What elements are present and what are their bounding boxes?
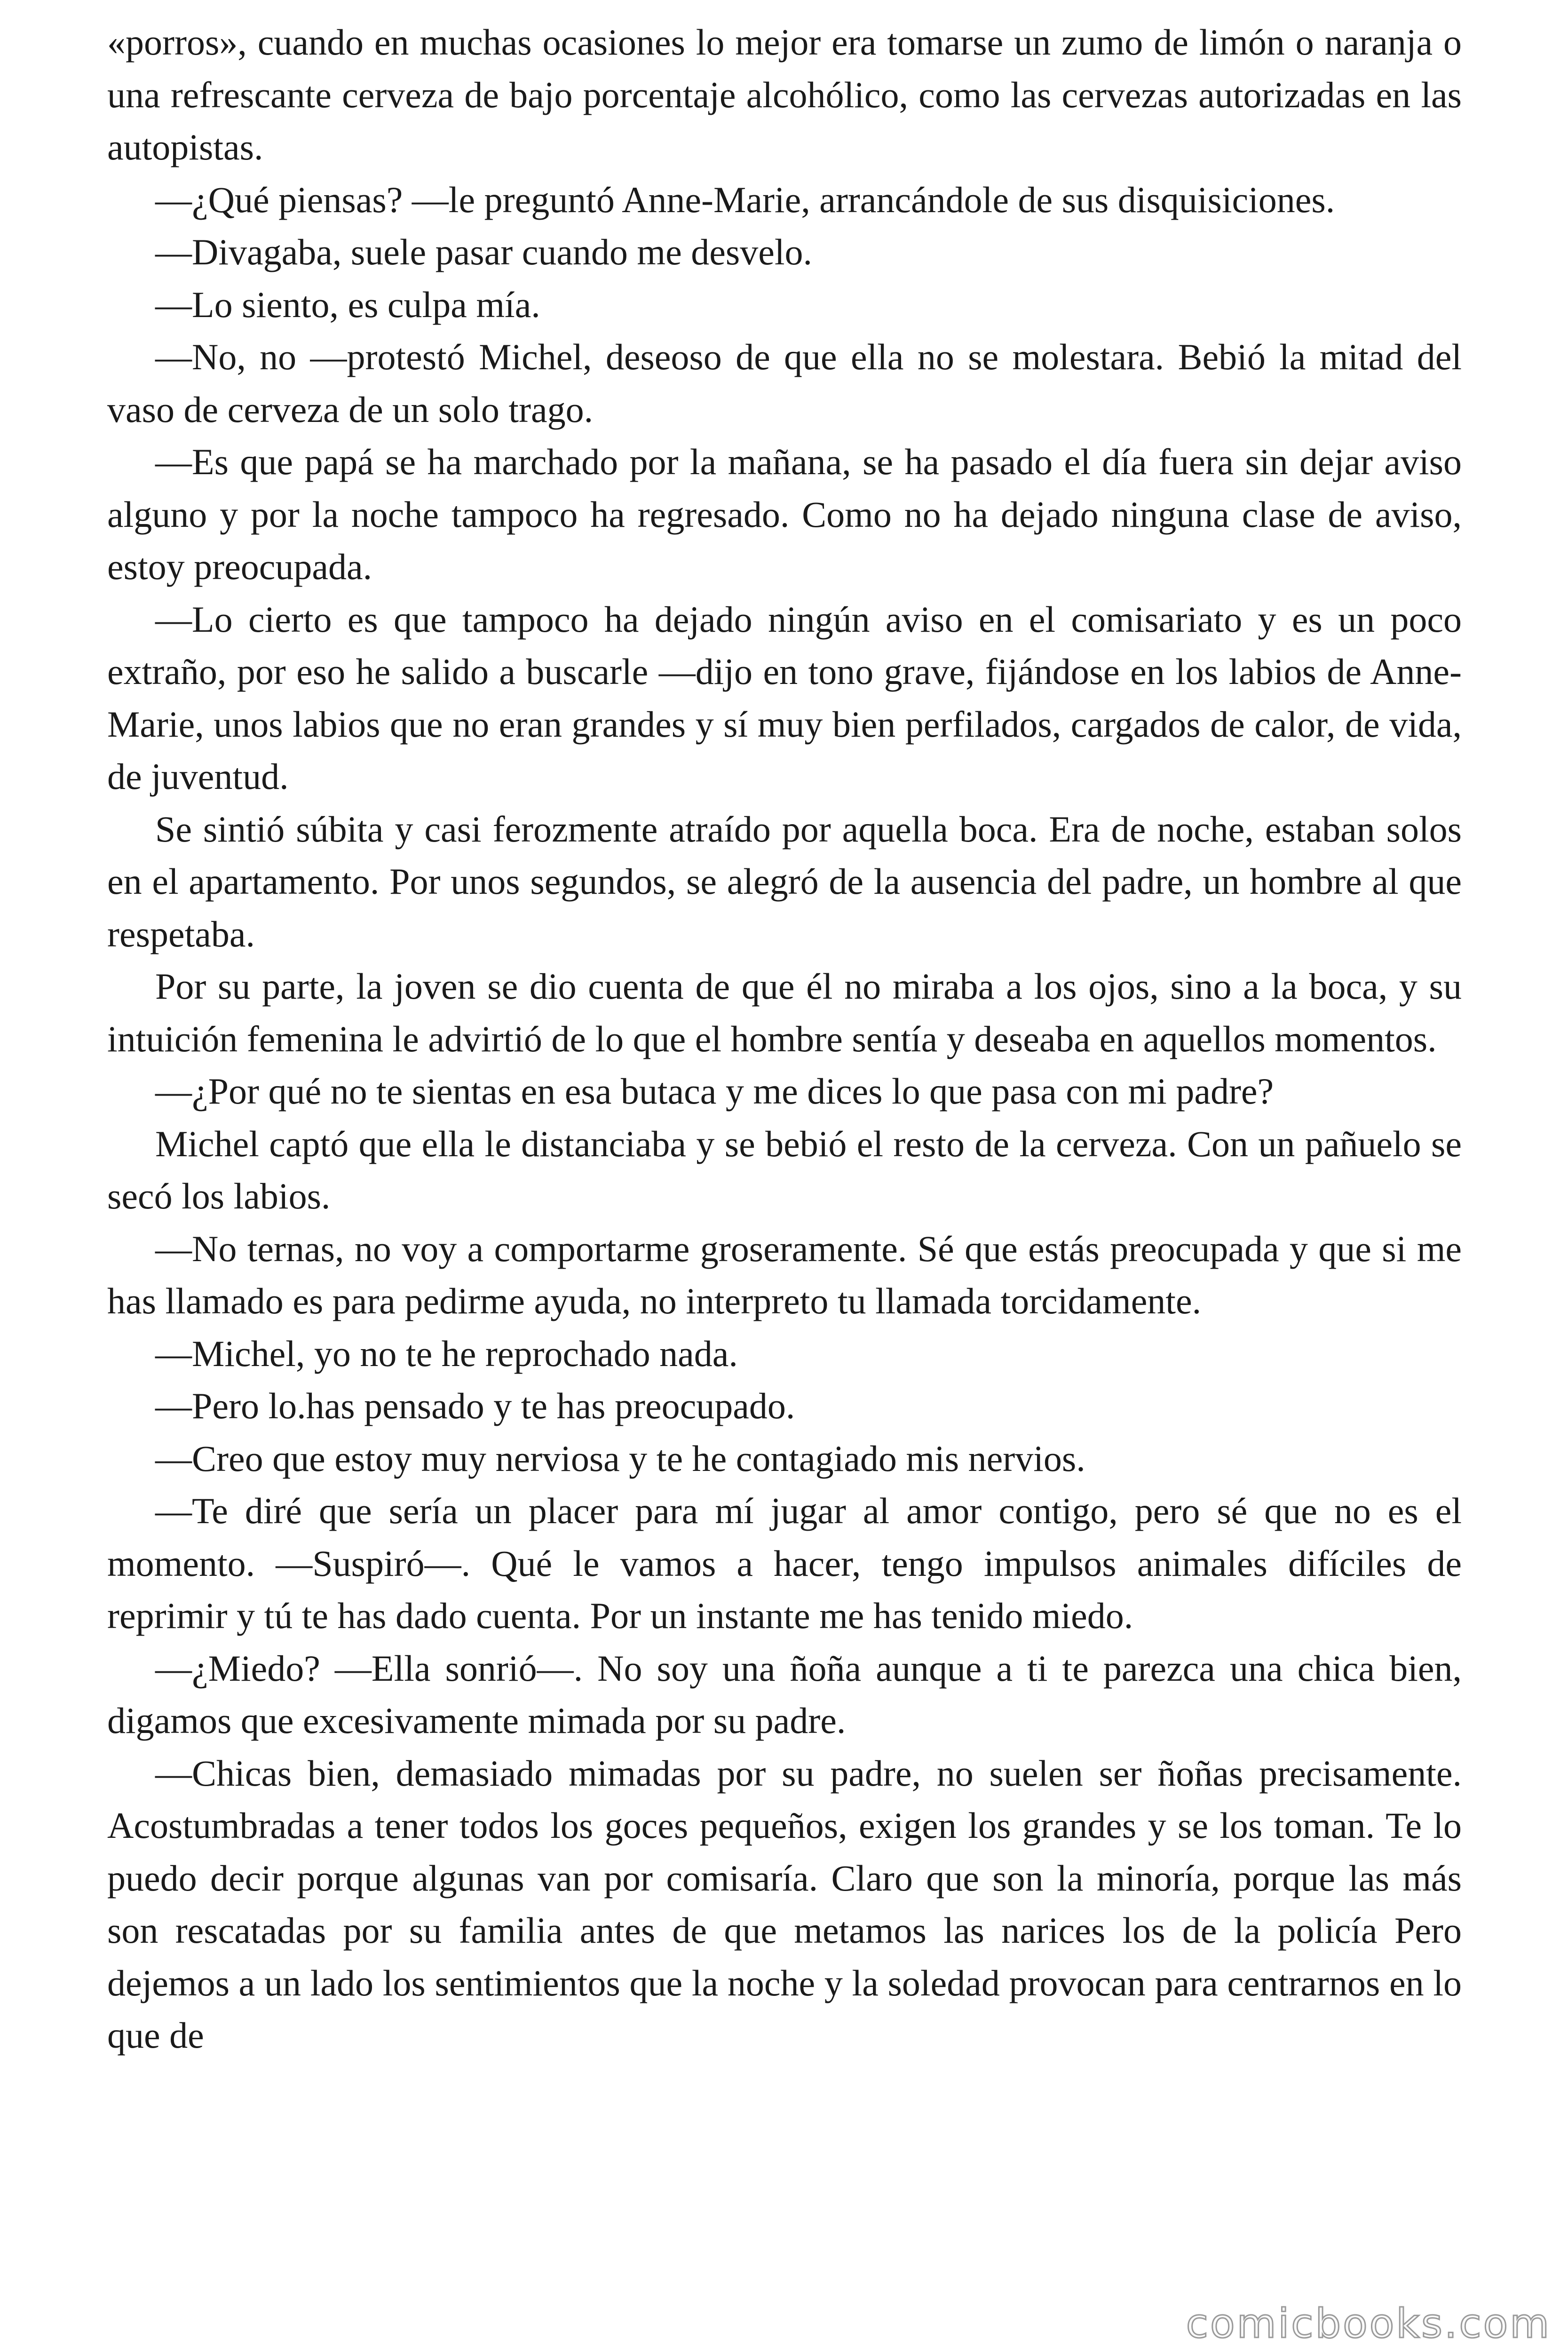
paragraph: —¿Qué piensas? —le preguntó Anne-Marie, arrancándole de sus disquisiciones. bbox=[155, 179, 1335, 220]
paragraph: —¿Miedo? —Ella sonrió—. No soy una ñoña aunque a ti te parezca una chica bien, digamos que excesivamente mimada por su padre. bbox=[107, 1647, 1462, 1741]
paragraph: —Lo cierto es que tampoco ha dejado ningún aviso en el comisariato y es un poco extraño, por eso he salido a buscarle —dijo en tono grave, fijándose en los labios de Anne-Marie, unos labios que no eran grandes y sí muy bien perfilados, cargados de calor, de vida, de juventud. bbox=[107, 598, 1462, 797]
paragraph: —Divagaba, suele pasar cuando me desvelo. bbox=[155, 231, 812, 272]
paragraph: Por su parte, la joven se dio cuenta de que él no miraba a los ojos, sino a la boca, y su intuición femenina le advirtió de lo que el hombre sentía y deseaba en aquellos momentos. bbox=[107, 966, 1462, 1059]
watermark-logo: comicbooks.com bbox=[1186, 2300, 1551, 2347]
paragraph: «porros», cuando en muchas ocasiones lo mejor era tomarse un zumo de limón o naranja o una refrescante cerveza de bajo porcentaje alcohólico, como las cervezas autorizadas en las autopistas. bbox=[107, 22, 1462, 167]
paragraph: —Chicas bien, demasiado mimadas por su padre, no suelen ser ñoñas precisamente. Acostumbradas a tener todos los goces pequeños, exigen los grandes y se los toman. Te lo puedo decir porque algunas van por comisaría. Claro que son la minoría, porque las más son rescatadas por su familia antes de que metamos las narices los de la policía Pero dejemos a un lado los sentimientos que la noche y la soledad provocan para centrarnos en lo que de bbox=[107, 1752, 1462, 2056]
paragraph: —Creo que estoy muy nerviosa y te he contagiado mis nervios. bbox=[155, 1438, 1085, 1479]
paragraph: Se sintió súbita y casi ferozmente atraído por aquella boca. Era de noche, estaban solos en el apartamento. Por unos segundos, se alegró de la ausencia del padre, un hombre al que respetaba. bbox=[107, 808, 1462, 954]
paragraph: —Es que papá se ha marchado por la mañana, se ha pasado el día fuera sin dejar aviso alguno y por la noche tampoco ha regresado. Como no ha dejado ninguna clase de aviso, estoy preocupada. bbox=[107, 441, 1462, 587]
paragraph: —Lo siento, es culpa mía. bbox=[155, 284, 540, 325]
paragraph: —Te diré que sería un placer para mí jugar al amor contigo, pero sé que no es el momento. —Suspiró—. Qué le vamos a hacer, tengo impulsos animales difíciles de reprimir y tú te has dado cuenta. Por un instante me has tenido miedo. bbox=[107, 1490, 1462, 1636]
paragraph: —Michel, yo no te he reprochado nada. bbox=[155, 1333, 738, 1374]
paragraph: —No, no —protestó Michel, deseoso de que ella no se molestara. Bebió la mitad del vaso de cerveza de un solo trago. bbox=[107, 336, 1462, 430]
paragraph: —Pero lo.has pensado y te has preocupado. bbox=[155, 1385, 795, 1426]
paragraph: Michel captó que ella le distanciaba y se bebió el resto de la cerveza. Con un pañuelo se secó los labios. bbox=[107, 1123, 1462, 1216]
paragraph: —No ternas, no voy a comportarme groseramente. Sé que estás preocupada y que si me has llamado es para pedirme ayuda, no interpreto tu llamada torcidamente. bbox=[107, 1228, 1462, 1321]
page-body-text bbox=[107, 16, 1462, 2062]
paragraph: —¿Por qué no te sientas en esa butaca y me dices lo que pasa con mi padre? bbox=[155, 1071, 1274, 1112]
